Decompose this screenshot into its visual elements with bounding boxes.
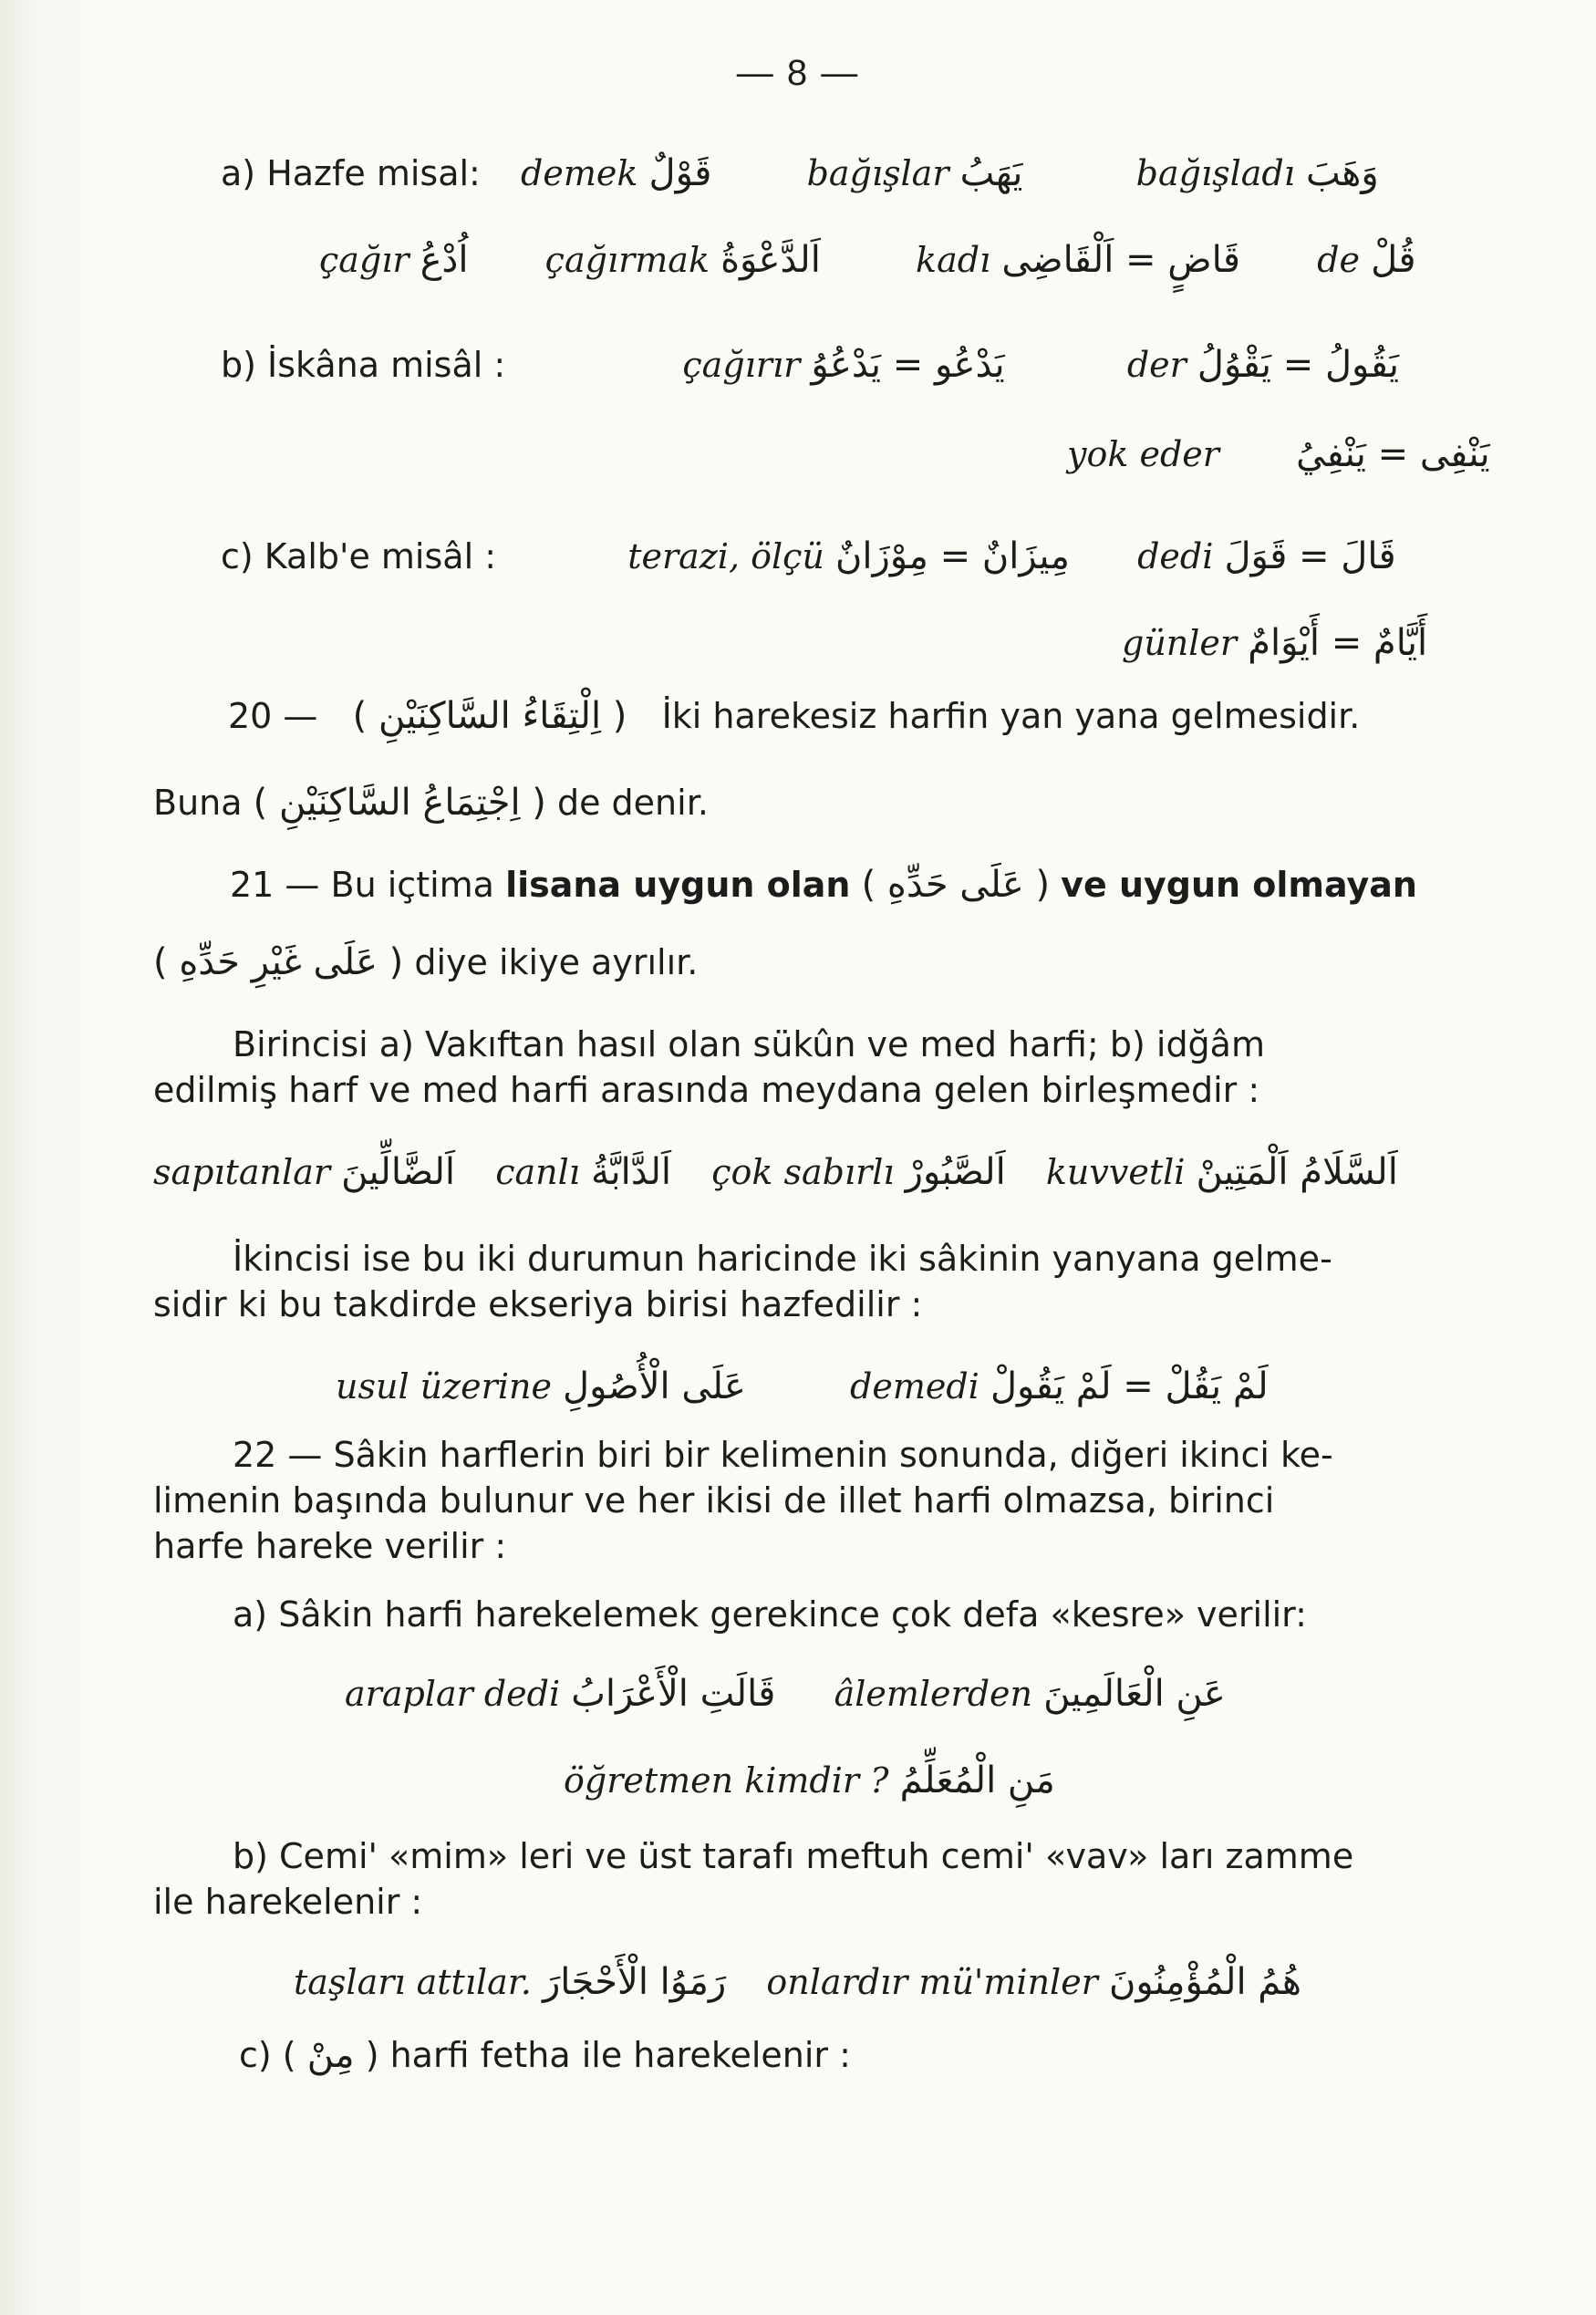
- gloss: günler: [1122, 623, 1238, 663]
- bold-text: lisana uygun olan: [505, 865, 851, 905]
- paragraph-22-a-examples1: [345, 1671, 1226, 1717]
- gloss: çağır: [319, 240, 409, 280]
- paragraph-text: ) harfi fetha ile harekelenir :: [365, 2035, 851, 2075]
- gloss: kadı: [916, 240, 991, 280]
- paragraph-text: limenin başında bulunur ve her ikisi de illet harfi olmazsa, birinci: [153, 1480, 1275, 1521]
- paragraph-text: 21 — Bu içtima: [230, 865, 494, 905]
- paragraph-text: İkincisi ise bu iki durumun haricinde iki sâkinin yanyana gelme-: [233, 1239, 1332, 1279]
- arabic-text: يَنْفِى = يَنْفِيُ: [1296, 433, 1490, 475]
- gloss: usul üzerine: [336, 1366, 552, 1407]
- gloss: canlı: [495, 1152, 580, 1192]
- paragraph-text: Birincisi a) Vakıftan hasıl olan sükûn ve med harfi; b) idğâm: [233, 1024, 1265, 1064]
- gloss: de: [1317, 240, 1360, 280]
- arabic-text: أَيَّامٌ = أَيْوَامٌ: [1248, 622, 1428, 664]
- arabic-text: قُلْ: [1371, 239, 1416, 281]
- gloss: bağışladı: [1135, 153, 1295, 193]
- gloss: kuvvetli: [1045, 1152, 1186, 1192]
- arabic-text: ( اِلْتِقَاءُ السَّاكِنَيْنِ ): [352, 695, 627, 737]
- paragraph-21-line2: [153, 939, 698, 985]
- section-a-line1: [221, 151, 1379, 196]
- section-a-label: a) Hazfe misal:: [221, 153, 481, 193]
- section-c-line2: [1122, 620, 1427, 666]
- paragraph-20-line1: [228, 693, 1360, 739]
- arabic-text: يَهَبُ: [959, 152, 1023, 194]
- arabic-text: اَلدَّعْوَةُ: [720, 239, 821, 281]
- birincisi-line1: [233, 1022, 1473, 1067]
- ikincisi-examples: [336, 1364, 1269, 1409]
- arabic-text: يَقُولُ = يَقْوُلُ: [1197, 344, 1400, 386]
- arabic-text: مِيزَانٌ = مِوْزَانٌ: [835, 535, 1070, 577]
- gloss: âlemlerden: [834, 1674, 1032, 1714]
- section-b-label: b) İskâna misâl :: [221, 345, 506, 385]
- paragraph-22-line2: [153, 1478, 1274, 1523]
- gloss: taşları attılar.: [294, 1962, 532, 2002]
- arabic-text: اَلصَّبُورْ: [905, 1151, 1006, 1193]
- gloss: öğretmen kimdir ?: [564, 1760, 889, 1801]
- paragraph-text: Buna: [153, 783, 243, 823]
- gloss: onlardır mü'minler: [766, 1962, 1098, 2002]
- paragraph-text: harfe hareke verilir :: [153, 1526, 507, 1566]
- gloss: bağışlar: [806, 153, 949, 193]
- gloss: yok eder: [1067, 434, 1219, 474]
- arabic-text: اَلدَّابَّةُ: [591, 1151, 671, 1193]
- arabic-text: قَوْلٌ: [648, 152, 712, 194]
- birincisi-examples: [153, 1149, 1398, 1195]
- paragraph-22-a-examples2: [564, 1758, 1055, 1803]
- gloss: çağırır: [682, 345, 801, 385]
- paragraph-text: c) (: [239, 2035, 296, 2075]
- arabic-text: عَنِ الْعَالَمِينَ: [1043, 1673, 1226, 1715]
- arabic-text: ( اِجْتِمَاعُ السَّاكِنَيْنِ ): [253, 782, 546, 824]
- paragraph-text: diye ikiye ayrılır.: [414, 942, 699, 982]
- paragraph-text: 22 — Sâkin harflerin biri bir kelimenin sonunda, diğeri ikinci ke-: [233, 1435, 1333, 1475]
- paragraph-21-line1: [230, 862, 1417, 908]
- section-c-line1: [221, 534, 1396, 579]
- arabic-text: قَاضٍ = اَلْقَاضِى: [1001, 239, 1240, 281]
- birincisi-line2: [153, 1067, 1259, 1113]
- paragraph-20-line2: [153, 780, 709, 825]
- arabic-text: هُمُ الْمُؤْمِنُونَ: [1108, 1961, 1301, 2003]
- paragraph-22-line3: [153, 1523, 506, 1569]
- arabic-text: قَالَتِ الْأَعْرَابُ: [571, 1673, 776, 1715]
- page-number: — 8 —: [736, 53, 860, 93]
- ikincisi-line2: [153, 1282, 922, 1327]
- paragraph-22-b-line1: [233, 1833, 1353, 1879]
- paragraph-number: 20 —: [228, 696, 318, 736]
- arabic-text: مَنِ الْمُعَلِّمُ: [899, 1760, 1055, 1801]
- arabic-text: عَلَى الْأُصُولِ: [563, 1365, 746, 1407]
- arabic-text: ( عَلَى غَيْرِ حَدِّهِ ): [153, 941, 404, 983]
- paragraph-22-a: [233, 1592, 1307, 1637]
- paragraph-text: a) Sâkin harfi harekelemek gerekince çok defa «kesre» verilir:: [233, 1594, 1307, 1635]
- paragraph-text: ile harekelenir :: [153, 1882, 423, 1922]
- gloss: çağırmak: [544, 240, 710, 280]
- gloss: der: [1126, 345, 1187, 385]
- section-c-label: c) Kalb'e misâl :: [221, 536, 497, 576]
- gloss: araplar dedi: [345, 1674, 561, 1714]
- arabic-text: وَهَبَ: [1305, 152, 1379, 194]
- section-b-line1: [221, 342, 1399, 388]
- section-b-line2: [1067, 431, 1490, 477]
- paragraph-text: edilmiş harf ve med harfi arasında meydana gelen birleşmedir :: [153, 1070, 1260, 1110]
- section-a-line2: [319, 237, 1415, 283]
- ikincisi-line1: [233, 1236, 1332, 1282]
- paragraph-text: de denir.: [556, 783, 709, 823]
- arabic-text: ( عَلَى حَدِّهِ ): [861, 864, 1051, 906]
- gloss: demedi: [850, 1366, 979, 1407]
- arabic-text: يَدْعُو = يَدْعُوُ: [811, 344, 1005, 386]
- gloss: terazi, ölçü: [627, 536, 824, 576]
- paragraph-22-b-line2: [153, 1879, 422, 1925]
- paragraph-22-line1: [233, 1432, 1333, 1478]
- paragraph-22-b-examples: [294, 1959, 1301, 2005]
- arabic-text: اَلضَّالِّينَ: [341, 1151, 455, 1193]
- arabic-text: رَمَوُا الْأَحْجَارَ: [542, 1961, 727, 2003]
- arabic-text: لَمْ يَقُلْ = لَمْ يَقُولْ: [990, 1365, 1269, 1407]
- arabic-text: اَلسَّلَامُ اَلْمَتِينْ: [1196, 1151, 1398, 1193]
- arabic-text: مِنْ: [306, 2034, 355, 2076]
- paragraph-text: b) Cemi' «mim» leri ve üst tarafı meftuh cemi' «vav» ları zamme: [233, 1836, 1354, 1876]
- arabic-text: اُدْعُ: [420, 239, 469, 281]
- gloss: çok sabırlı: [711, 1152, 895, 1192]
- gloss: demek: [521, 153, 638, 193]
- bold-text: ve uygun olmayan: [1061, 865, 1417, 905]
- paragraph-text: İki harekesiz harfin yan yana gelmesidir.: [661, 696, 1361, 736]
- arabic-text: قَالَ = قَوَلَ: [1224, 535, 1396, 577]
- paragraph-22-c: [239, 2032, 851, 2078]
- paragraph-text: sidir ki bu takdirde ekseriya birisi hazfedilir :: [153, 1284, 923, 1324]
- gloss: dedi: [1137, 536, 1214, 576]
- gloss: sapıtanlar: [153, 1152, 331, 1192]
